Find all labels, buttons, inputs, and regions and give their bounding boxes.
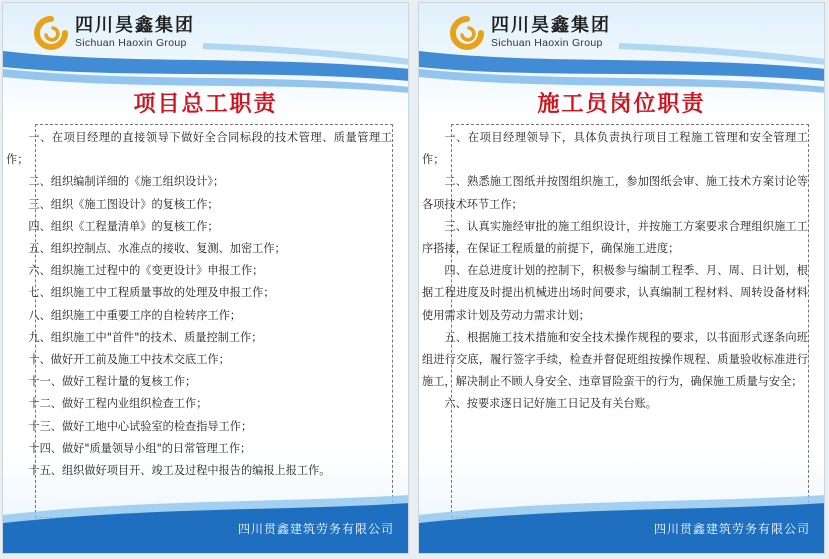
list-item: 十五、组织做好项目开、竣工及过程中报告的编报上报工作。 bbox=[28, 464, 331, 478]
list-item: 五、组织控制点、水准点的接收、复测、加密工作； bbox=[28, 242, 286, 256]
list-item: 九、组织施工中"首件"的技术、质量控制工作； bbox=[28, 330, 263, 344]
list-item: 三、认真实施经审批的施工组织设计，并按施工方案要求合理组织施工工序搭接，在保证工程质量的前提下，确保施工进度； bbox=[422, 219, 808, 256]
list-item: 十一、做好工程计量的复核工作； bbox=[28, 375, 197, 389]
list-item: 八、组织施工中重要工序的自检转序工作； bbox=[28, 308, 241, 322]
list-item: 十二、做好工程内业组织检查工作； bbox=[28, 397, 208, 411]
list-item: 四、组织《工程量清单》的复核工作； bbox=[28, 219, 219, 233]
logo bbox=[449, 15, 611, 51]
list-item: 十四、做好"质量领导小组"的日常管理工作； bbox=[28, 441, 252, 455]
company-name-cn: 四川昊鑫集团 bbox=[491, 15, 611, 37]
ring-logo-icon bbox=[33, 15, 69, 51]
duty-list bbox=[6, 124, 393, 518]
duty-list bbox=[422, 124, 809, 518]
list-item: 四、在总进度计划的控制下，积极参与编制工程季、月、周、日计划，根据工程进度及时提出机械进出场时间要求，认真编制工程材料、周转设备材料使用需求计划及劳动力需求计划； bbox=[422, 264, 808, 322]
list-item: 五、根据施工技术措施和安全技术操作规程的要求，以书面形式逐条向班组进行交底，履行签字手续，检查并督促班组按操作规程、质量验收标准进行施工，解决制止不顾人身安全、违章冒险蛮干的行为，确保施工质量与安全； bbox=[422, 330, 808, 389]
footer-company: 四川贯鑫建筑劳务有限公司 bbox=[653, 522, 810, 536]
company-name-en: Sichuan Haoxin Group bbox=[491, 37, 603, 50]
company-name-cn: 四川昊鑫集团 bbox=[75, 15, 195, 37]
board-title: 项目总工职责 bbox=[133, 92, 278, 117]
company-name-en: Sichuan Haoxin Group bbox=[75, 37, 187, 50]
list-item: 一、在项目经理领导下，具体负责执行项目工程施工管理和安全管理工作； bbox=[422, 131, 808, 167]
board-left bbox=[2, 2, 409, 554]
logo bbox=[33, 15, 195, 51]
list-item: 七、组织施工中工程质量事故的处理及申报工作； bbox=[28, 286, 275, 300]
board-title: 施工员岗位职责 bbox=[537, 92, 706, 117]
list-item: 二、熟悉施工图纸并按图组织施工，参加图纸会审、施工技术方案讨论等各项技术环节工作； bbox=[422, 175, 808, 211]
list-item: 六、组织施工过程中的《变更设计》申报工作； bbox=[28, 264, 264, 278]
list-item: 一、在项目经理的直接领导下做好全合同标段的技术管理、质量管理工作； bbox=[6, 131, 392, 167]
board-right bbox=[418, 2, 825, 554]
list-item: 二、组织编制详细的《施工组织设计》； bbox=[28, 175, 225, 189]
list-item: 十三、做好工地中心试验室的检查指导工作； bbox=[28, 419, 253, 433]
footer-company: 四川贯鑫建筑劳务有限公司 bbox=[237, 522, 394, 536]
list-item: 六、按要求逐日记好施工日记及有关台账。 bbox=[444, 397, 657, 411]
ring-logo-icon bbox=[449, 15, 485, 51]
list-item: 三、组织《施工图设计》的复核工作； bbox=[28, 197, 219, 211]
list-item: 十、做好开工前及施工中技术交底工作； bbox=[28, 353, 230, 367]
